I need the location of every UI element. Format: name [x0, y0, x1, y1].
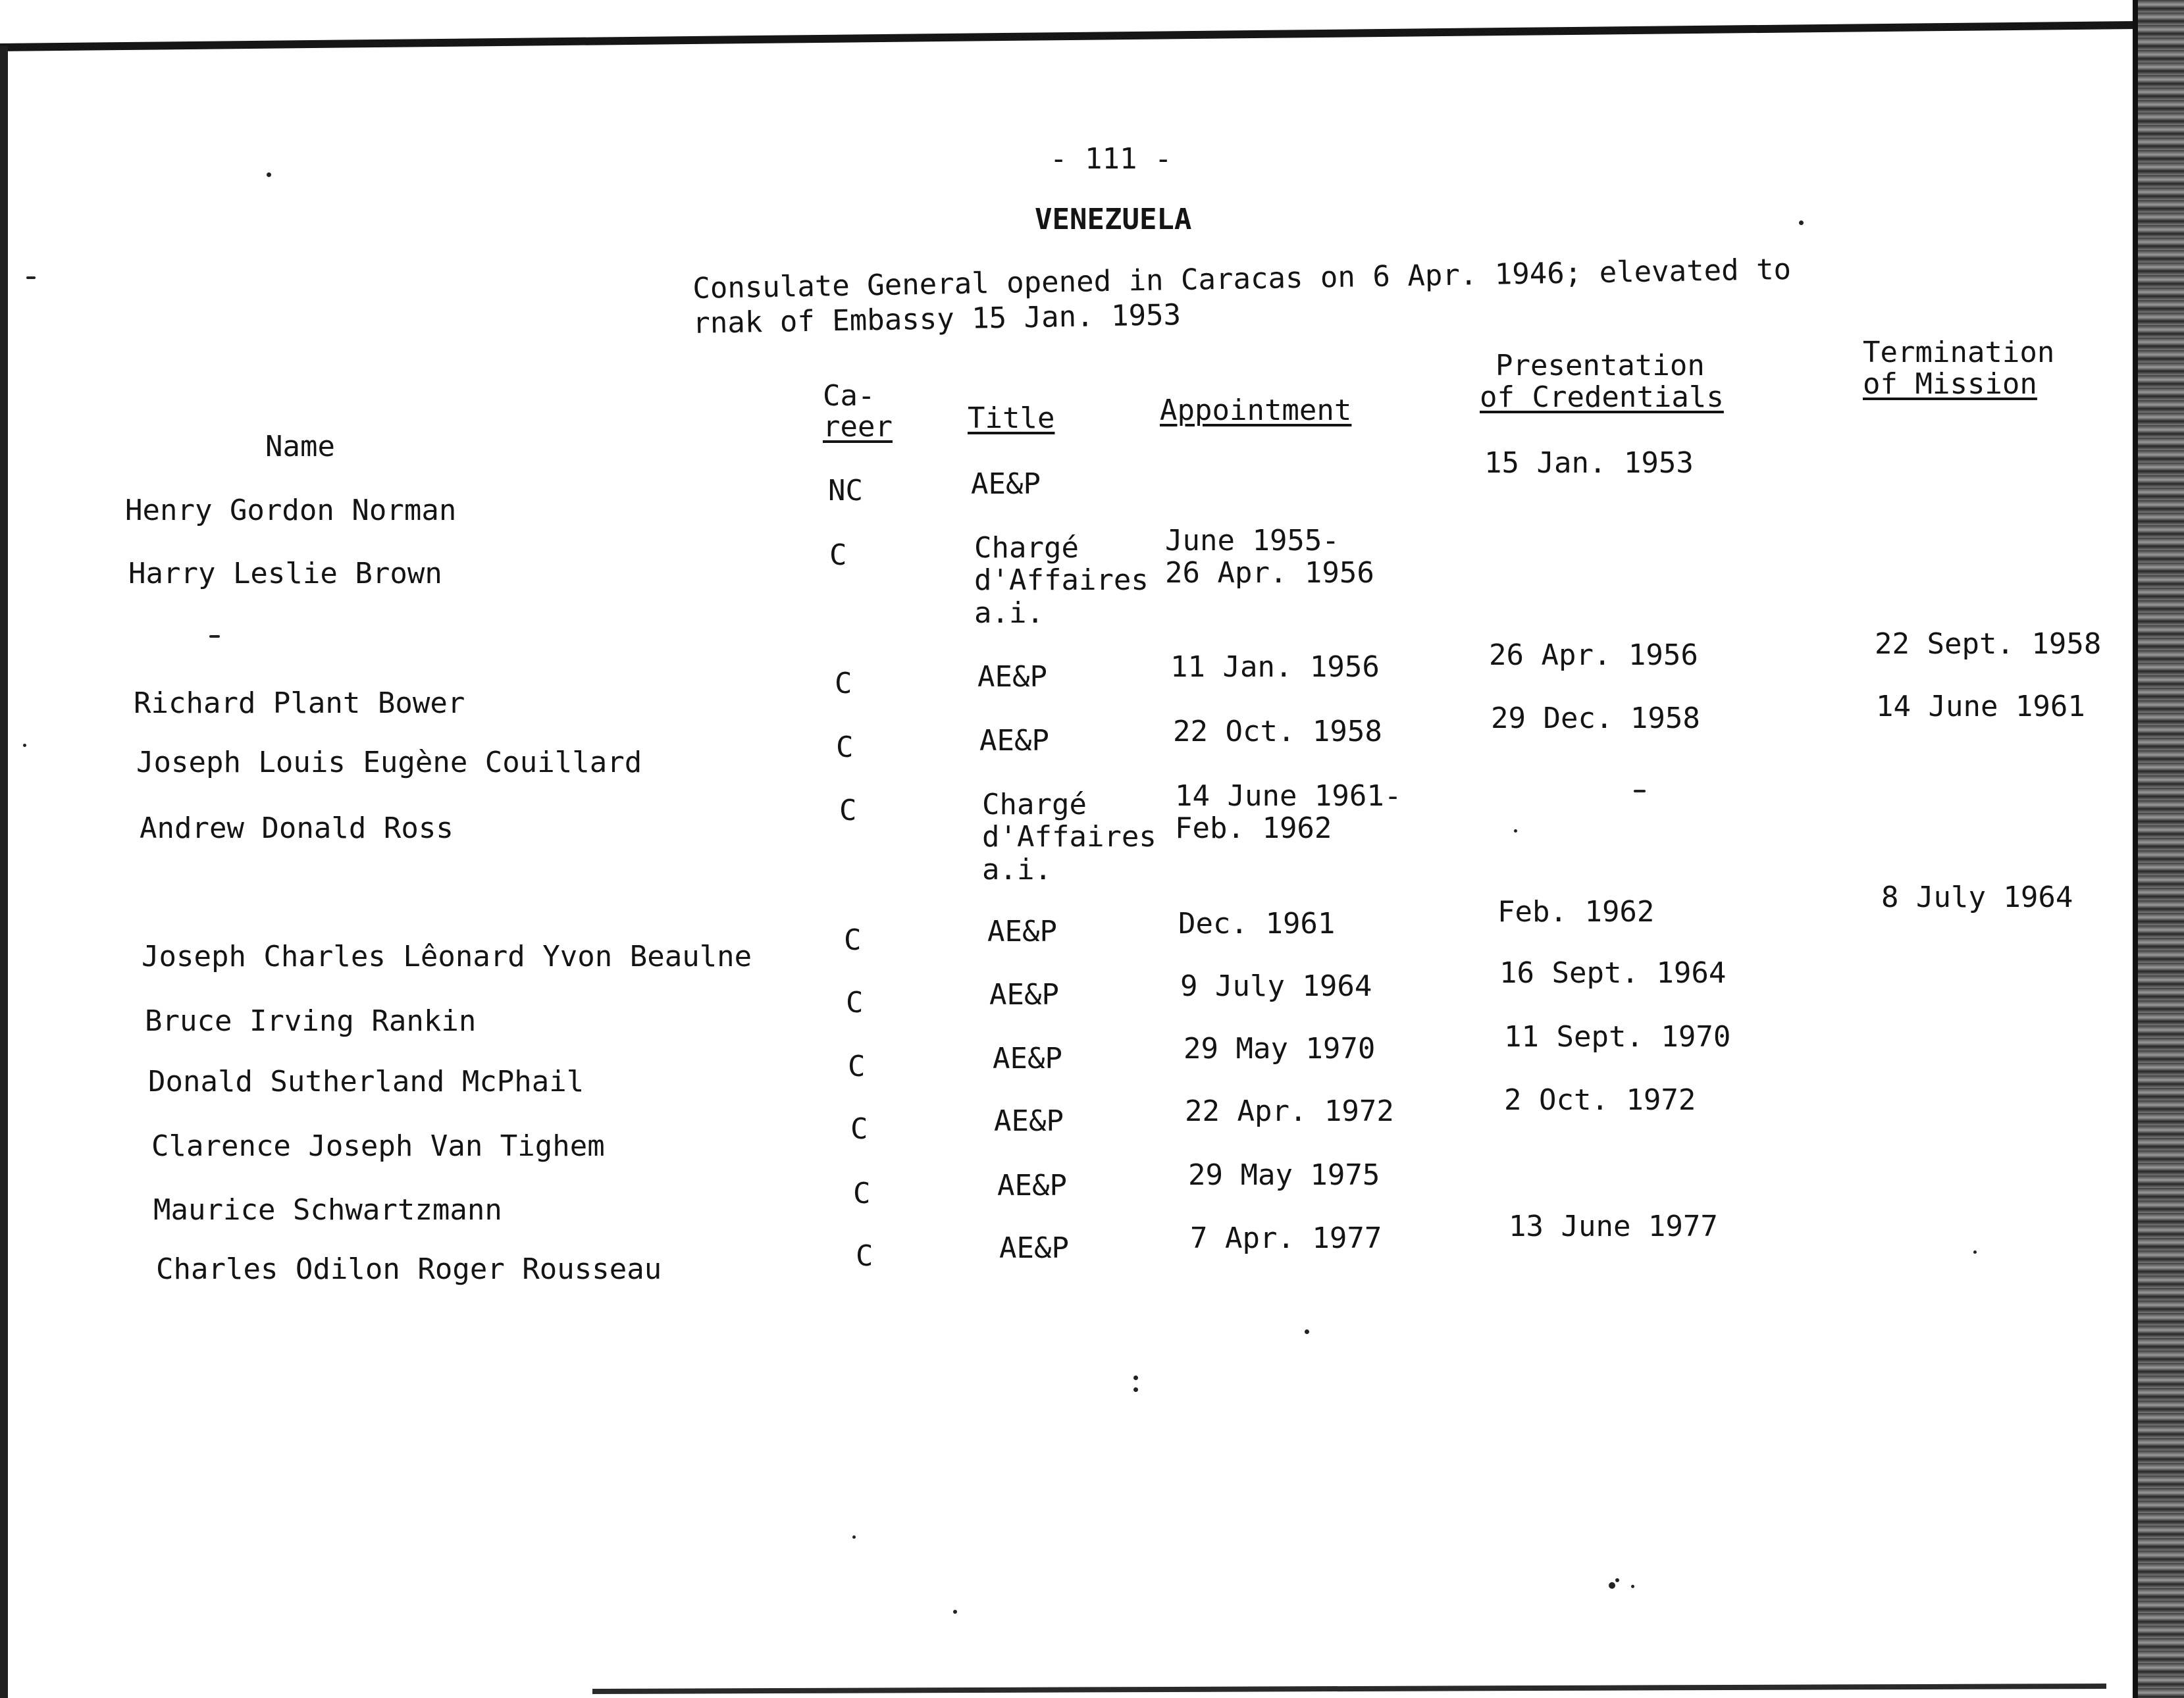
row-termination: 14 June 1961 [1876, 690, 2085, 723]
row-appointment: 14 June 1961- Feb. 1962 [1175, 779, 1402, 846]
row-name: Maurice Schwartzmann [153, 1193, 502, 1227]
header-career-2: reer [823, 410, 893, 444]
row-appointment: 11 Jan. 1956 [1170, 650, 1380, 684]
row-career: C [856, 1239, 873, 1273]
scan-speck [1133, 1387, 1138, 1392]
scan-speck [267, 172, 271, 177]
row-title: Chargé d'Affaires a.i. [974, 531, 1149, 630]
scan-speck [852, 1535, 856, 1539]
scan-speck [1305, 1329, 1309, 1334]
scan-speck [209, 635, 220, 638]
row-title: AE&P [979, 724, 1049, 758]
row-title: AE&P [977, 660, 1047, 694]
scan-speck [1133, 1376, 1138, 1380]
scan-speck [1514, 829, 1517, 833]
row-appointment: 29 May 1975 [1188, 1158, 1380, 1192]
row-title: AE&P [987, 915, 1057, 948]
row-presentation: 15 Jan. 1953 [1484, 446, 1694, 480]
row-presentation: 29 Dec. 1958 [1491, 702, 1700, 735]
row-appointment: 22 Apr. 1972 [1185, 1094, 1394, 1128]
row-presentation: 11 Sept. 1970 [1504, 1020, 1731, 1054]
scan-speck [26, 276, 36, 279]
row-appointment: 9 July 1964 [1180, 969, 1372, 1003]
scan-binding-band [2138, 0, 2184, 1698]
header-termination-2: of Mission [1863, 367, 2037, 401]
row-title: AE&P [994, 1104, 1064, 1138]
row-career: C [850, 1112, 868, 1146]
row-career: C [846, 986, 864, 1019]
scan-speck [1634, 790, 1646, 792]
scan-bottom-rule [592, 1684, 2106, 1694]
row-title: AE&P [997, 1169, 1067, 1202]
header-termination-1: Termination [1863, 336, 2055, 369]
row-name: Richard Plant Bower [134, 686, 465, 720]
row-name: Donald Sutherland McPhail [148, 1065, 585, 1098]
country-title: VENEZUELA [1035, 203, 1192, 236]
row-name: Clarence Joseph Van Tighem [151, 1129, 605, 1163]
header-name: Name [265, 430, 335, 463]
scan-speck [1631, 1585, 1634, 1588]
row-career: C [853, 1177, 871, 1210]
row-presentation: 16 Sept. 1964 [1499, 956, 1727, 990]
row-career: C [836, 731, 854, 764]
header-appointment: Appointment [1160, 394, 1352, 427]
row-termination: 22 Sept. 1958 [1875, 627, 2102, 661]
scan-speck [1609, 1582, 1615, 1589]
row-name: Charles Odilon Roger Rousseau [156, 1252, 662, 1286]
header-career-1: Ca- [823, 379, 875, 413]
row-presentation: 2 Oct. 1972 [1504, 1083, 1696, 1117]
row-name: Joseph Louis Eugène Couillard [136, 746, 642, 779]
row-career: C [839, 794, 857, 827]
row-appointment: 22 Oct. 1958 [1173, 715, 1382, 748]
scan-speck [23, 744, 26, 747]
row-presentation: Feb. 1962 [1497, 895, 1655, 929]
page-number: - 111 - [1050, 142, 1172, 176]
header-presentation-1: Presentation [1495, 349, 1705, 382]
row-presentation: 26 Apr. 1956 [1489, 638, 1698, 672]
row-title: AE&P [989, 978, 1059, 1012]
row-title: AE&P [971, 467, 1041, 501]
header-title: Title [968, 401, 1055, 435]
row-appointment: 7 Apr. 1977 [1190, 1222, 1382, 1255]
row-title: Chargé d'Affaires a.i. [982, 788, 1157, 887]
row-appointment: Dec. 1961 [1178, 907, 1336, 940]
scan-speck [953, 1610, 957, 1614]
row-name: Bruce Irving Rankin [145, 1004, 477, 1038]
scan-top-rule [0, 21, 2146, 51]
intro-line-2: rnak of Embassy 15 Jan. 1953 [692, 298, 1182, 340]
scan-speck [1799, 220, 1804, 225]
row-termination: 8 July 1964 [1881, 881, 2073, 914]
intro-line-1: Consulate General opened in Caracas on 6 Apr. 1946; elevated to [692, 252, 1792, 305]
row-title: AE&P [999, 1231, 1069, 1265]
row-career: C [835, 667, 852, 700]
row-presentation: 13 June 1977 [1509, 1210, 1718, 1243]
row-appointment: 29 May 1970 [1183, 1032, 1376, 1066]
row-name: Harry Leslie Brown [128, 557, 442, 590]
row-career: NC [828, 474, 863, 507]
row-career: C [848, 1050, 866, 1083]
scan-speck [1973, 1250, 1977, 1254]
scan-left-rule [0, 46, 8, 1698]
row-career: C [829, 538, 847, 572]
scan-speck [1615, 1578, 1619, 1582]
row-name: Joseph Charles Lêonard Yvon Beaulne [142, 940, 752, 973]
row-name: Andrew Donald Ross [140, 811, 454, 845]
row-title: AE&P [993, 1042, 1062, 1075]
header-presentation-2: of Credentials [1480, 380, 1724, 414]
row-career: C [844, 923, 862, 957]
row-appointment: June 1955- 26 Apr. 1956 [1165, 524, 1374, 590]
row-name: Henry Gordon Norman [125, 494, 457, 527]
